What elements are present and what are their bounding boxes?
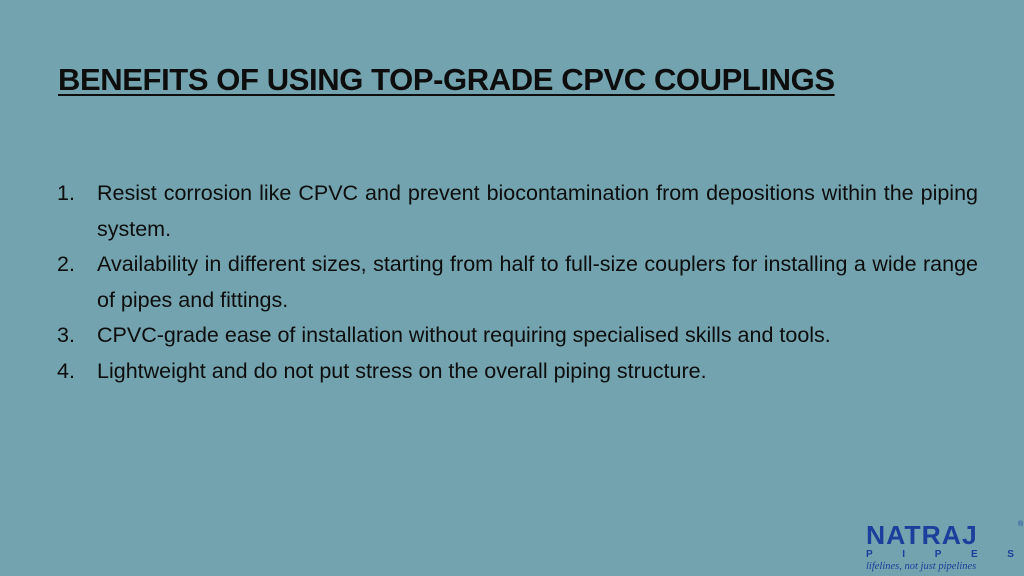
list-item	[57, 318, 978, 354]
logo-subtitle	[866, 549, 1014, 561]
logo-subtitle-letter: P	[934, 549, 942, 560]
list-item	[57, 176, 978, 247]
logo-subtitle-letter: P	[866, 549, 873, 560]
logo-tagline: lifelines, not just pipelines	[866, 561, 977, 572]
logo-wordmark: NATRAJ	[866, 520, 978, 550]
list-item-text: Lightweight and do not put stress on the overall piping structure.	[97, 358, 707, 383]
list-item	[57, 354, 978, 390]
list-item-text: CPVC-grade ease of installation without requiring specialised skills and tools.	[97, 323, 831, 347]
list-item-number: 4.	[57, 358, 75, 383]
registered-mark: ®	[1018, 521, 1024, 528]
list-item-text: Availability in different sizes, starting from half to full-size couplers for installing a wide range of pipes and fittings.	[97, 252, 978, 312]
benefits-list	[57, 176, 978, 389]
logo-subtitle-letter: E	[971, 549, 978, 560]
list-item-number: 1.	[57, 181, 75, 205]
list-item-text: Resist corrosion like CPVC and prevent biocontamination from depositions within the piping system.	[97, 181, 978, 241]
natraj-logo	[863, 520, 1024, 573]
logo-subtitle-letter: I	[902, 549, 906, 560]
list-item-number: 2.	[57, 252, 75, 276]
slide-title: BENEFITS OF USING TOP-GRADE CPVC COUPLINGS	[58, 62, 835, 97]
list-item-number: 3.	[57, 323, 75, 347]
list-item	[57, 247, 978, 318]
logo-subtitle-letter: S	[1007, 549, 1014, 560]
